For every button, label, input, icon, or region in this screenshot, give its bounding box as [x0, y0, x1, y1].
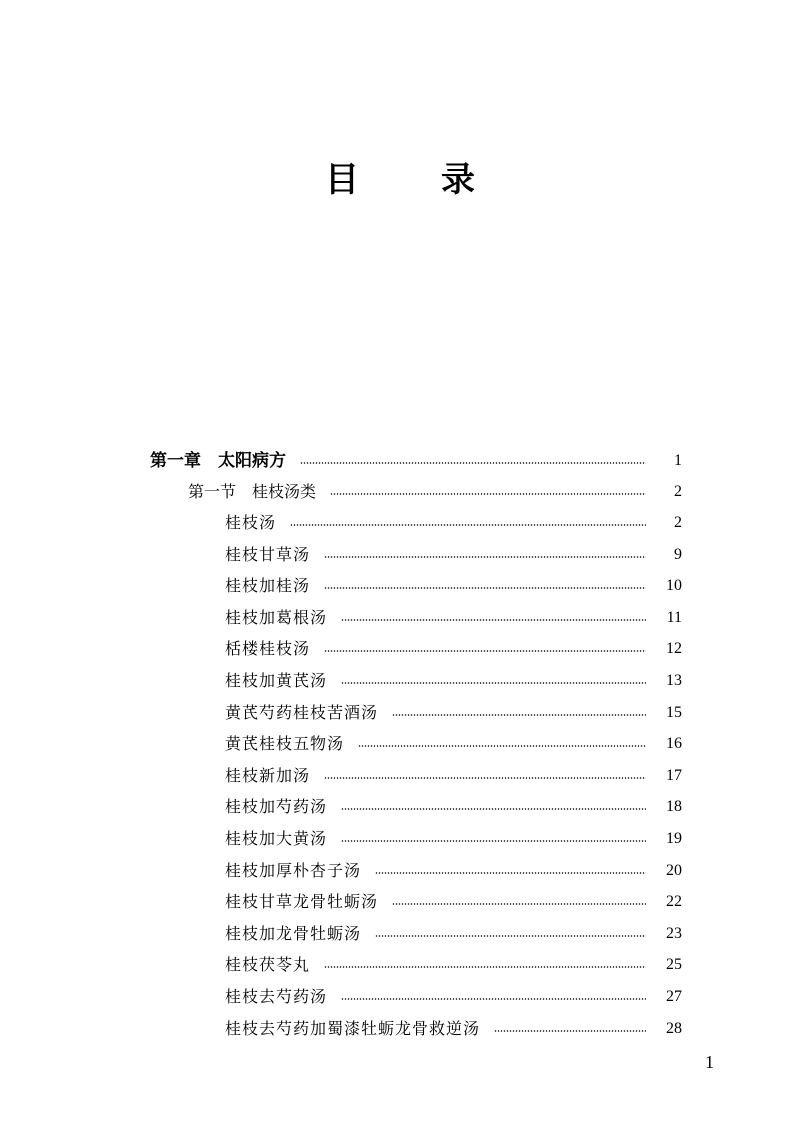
toc-entry-page: 17 — [666, 766, 682, 784]
toc-entry-label: 桂枝加大黄汤 — [225, 829, 328, 848]
toc-entry-label: 黄芪芍药桂枝苦酒汤 — [225, 702, 379, 722]
toc-entry-label: 第一节 桂枝汤类 — [188, 482, 317, 501]
toc-entry-page: 28 — [666, 1019, 682, 1037]
dot-leader — [392, 714, 646, 716]
dot-leader — [300, 462, 646, 464]
toc-entry-page: 12 — [666, 640, 682, 658]
toc-entry-page: 20 — [666, 861, 682, 879]
dot-leader — [330, 493, 646, 495]
dot-leader — [341, 998, 646, 1000]
page-number: 1 — [705, 1052, 714, 1072]
dot-leader — [290, 524, 646, 526]
toc-entry[interactable] — [225, 603, 682, 633]
dot-leader — [494, 1030, 646, 1032]
dot-leader — [341, 808, 646, 810]
dot-leader — [358, 745, 646, 747]
toc-entry-page: 16 — [666, 735, 682, 753]
toc-entry-label: 桂枝去芍药汤 — [225, 987, 328, 1006]
dot-leader — [341, 619, 646, 621]
toc-entry[interactable] — [225, 792, 682, 822]
toc-entry-page: 22 — [666, 893, 682, 911]
toc-entry[interactable] — [225, 982, 682, 1012]
toc-entry[interactable] — [225, 508, 682, 538]
dot-leader — [324, 777, 646, 779]
toc-entry-section[interactable] — [188, 477, 682, 507]
toc-entry-page: 27 — [666, 988, 682, 1005]
dot-leader — [324, 650, 646, 652]
toc-entry-page: 19 — [666, 830, 682, 847]
toc-entry-page: 9 — [674, 545, 682, 563]
toc-entry[interactable] — [225, 540, 682, 570]
toc-entry[interactable] — [225, 824, 682, 854]
dot-leader — [324, 556, 646, 558]
toc-entry-label: 桂枝新加汤 — [225, 765, 311, 785]
toc-entry-page: 2 — [674, 514, 682, 531]
dot-leader — [392, 903, 646, 905]
toc-entry-label: 桂枝加桂汤 — [225, 576, 311, 596]
toc-entry-chapter[interactable] — [150, 446, 682, 476]
toc-entry[interactable] — [225, 698, 682, 728]
toc-entry-label: 桂枝甘草龙骨牡蛎汤 — [225, 892, 379, 912]
toc-entry-page: 2 — [674, 483, 682, 500]
toc-entry[interactable] — [225, 887, 682, 917]
toc-entry-label: 黄芪桂枝五物汤 — [225, 734, 345, 754]
toc-entry-label: 桂枝加龙骨牡蛎汤 — [225, 923, 362, 943]
toc-entry-label: 桂枝汤 — [225, 513, 277, 532]
toc-entry-page: 1 — [674, 452, 682, 469]
toc-entry-page: 23 — [666, 924, 682, 942]
toc-entry-page: 25 — [666, 956, 682, 974]
toc-entry-label: 桂枝加厚朴杏子汤 — [225, 860, 362, 880]
toc-entry-label: 桂枝加芍药汤 — [225, 797, 328, 817]
toc-entry[interactable] — [225, 666, 682, 696]
toc-entry[interactable] — [225, 571, 682, 601]
toc-entry-label: 桂枝去芍药加蜀漆牡蛎龙骨救逆汤 — [225, 1018, 481, 1038]
dot-leader — [324, 966, 646, 968]
toc-entry[interactable] — [225, 1014, 682, 1044]
toc-entry-label: 第一章 太阳病方 — [150, 451, 286, 471]
dot-leader — [375, 935, 646, 937]
dot-leader — [341, 682, 646, 684]
toc-entry-page: 15 — [666, 703, 682, 721]
toc-entry[interactable] — [225, 761, 682, 791]
toc-entry-page: 10 — [666, 577, 682, 595]
dot-leader — [375, 872, 646, 874]
toc-entry-page: 13 — [666, 672, 682, 689]
toc-entry-label: 桂枝加黄芪汤 — [225, 671, 328, 690]
toc-entry[interactable] — [225, 950, 682, 980]
toc-entry[interactable] — [225, 634, 682, 664]
toc-entry-label: 桂枝茯苓丸 — [225, 955, 311, 975]
toc-entry[interactable] — [225, 729, 682, 759]
toc-entry-page: 18 — [666, 798, 682, 816]
toc-entry-page: 11 — [666, 608, 682, 626]
dot-leader — [324, 587, 646, 589]
dot-leader — [341, 840, 646, 842]
toc-entry[interactable] — [225, 919, 682, 949]
toc-entry-label: 桂枝加葛根汤 — [225, 607, 328, 627]
toc-entry-label: 栝楼桂枝汤 — [225, 639, 311, 659]
page-title: 目 录 — [325, 160, 499, 200]
toc-entry[interactable] — [225, 856, 682, 886]
toc-entry-label: 桂枝甘草汤 — [225, 544, 311, 564]
